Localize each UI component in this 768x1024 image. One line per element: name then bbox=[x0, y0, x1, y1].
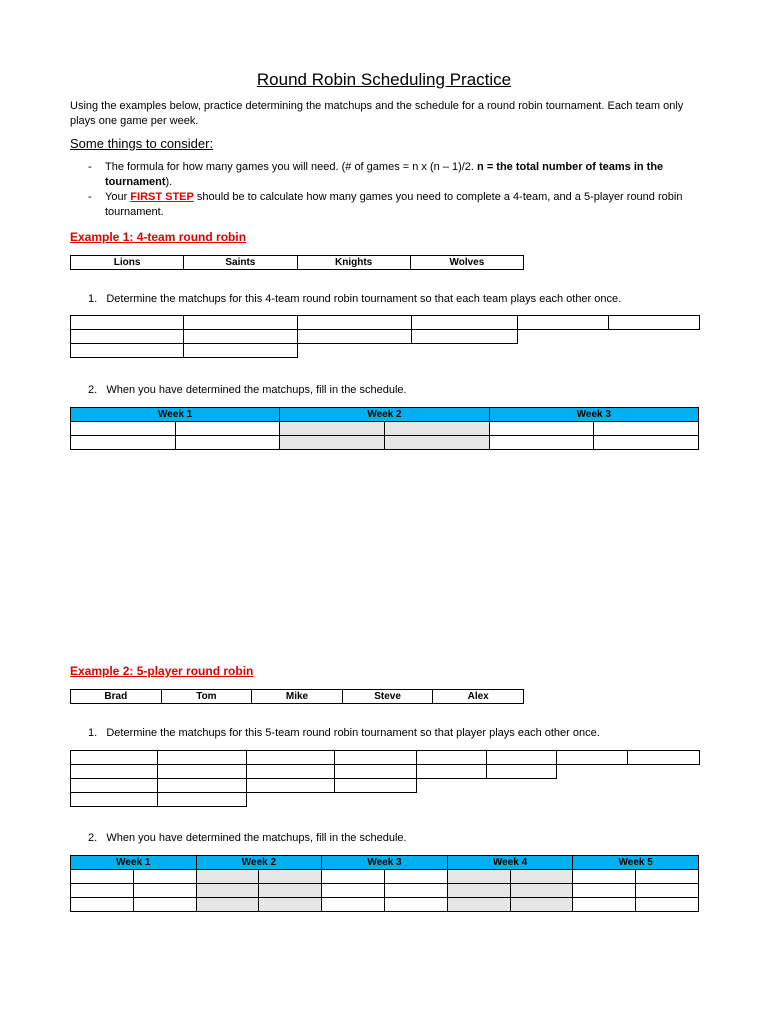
example2-step2: 2. When you have determined the matchups, fill in the schedule. bbox=[88, 832, 407, 844]
week-header: Week 1 bbox=[71, 856, 197, 870]
schedule-cell[interactable] bbox=[636, 884, 699, 898]
schedule-cell[interactable] bbox=[636, 870, 699, 884]
considerations-list bbox=[88, 160, 688, 220]
bullet-dash: - bbox=[88, 161, 92, 173]
matchup-cell[interactable] bbox=[71, 765, 158, 779]
schedule-cell[interactable] bbox=[384, 898, 447, 912]
schedule-cell[interactable] bbox=[489, 436, 594, 450]
schedule-cell[interactable] bbox=[71, 870, 134, 884]
schedule-cell[interactable] bbox=[196, 884, 259, 898]
bullet-dash: - bbox=[88, 191, 92, 203]
first-step-highlight: FIRST STEP bbox=[130, 191, 194, 203]
team-cell: Knights bbox=[297, 256, 410, 270]
team-cell: Saints bbox=[184, 256, 297, 270]
schedule-cell[interactable] bbox=[447, 884, 510, 898]
matchup-cell[interactable] bbox=[628, 751, 700, 765]
schedule-cell[interactable] bbox=[196, 898, 259, 912]
player-cell: Steve bbox=[342, 690, 433, 704]
bullet-first-step-post: should be to calculate how many games you need to complete a 4-team, and a 5-player round robin tournament. bbox=[105, 191, 683, 218]
schedule-cell[interactable] bbox=[447, 898, 510, 912]
matchup-cell[interactable] bbox=[184, 316, 298, 330]
matchup-cell[interactable] bbox=[247, 751, 335, 765]
matchup-cell[interactable] bbox=[298, 330, 412, 344]
matchup-cell[interactable] bbox=[609, 316, 700, 330]
matchup-cell[interactable] bbox=[71, 330, 184, 344]
matchup-cell[interactable] bbox=[487, 751, 557, 765]
schedule-cell[interactable] bbox=[133, 898, 196, 912]
schedule-cell[interactable] bbox=[175, 436, 280, 450]
matchup-cell[interactable] bbox=[184, 330, 298, 344]
example2-matchups-grid bbox=[70, 750, 700, 807]
schedule-cell[interactable] bbox=[573, 884, 636, 898]
bullet-formula bbox=[88, 160, 688, 190]
matchup-cell[interactable] bbox=[247, 765, 335, 779]
matchup-cell[interactable] bbox=[71, 793, 158, 807]
schedule-cell[interactable] bbox=[133, 884, 196, 898]
example2-schedule bbox=[70, 855, 699, 912]
matchup-cell[interactable] bbox=[71, 344, 184, 358]
player-cell: Brad bbox=[71, 690, 162, 704]
week-header: Week 3 bbox=[322, 856, 448, 870]
matchup-cell[interactable] bbox=[158, 779, 247, 793]
schedule-cell[interactable] bbox=[71, 884, 134, 898]
schedule-cell[interactable] bbox=[71, 422, 176, 436]
considerations-heading: Some things to consider: bbox=[70, 136, 214, 151]
schedule-cell[interactable] bbox=[510, 898, 573, 912]
schedule-cell[interactable] bbox=[489, 422, 594, 436]
example1-matchups-grid bbox=[70, 315, 700, 358]
matchup-cell[interactable] bbox=[417, 765, 487, 779]
bullet-formula-text: The formula for how many games you will need. (# of games = n x (n – 1)/2. bbox=[105, 161, 478, 173]
schedule-cell[interactable] bbox=[384, 870, 447, 884]
team-cell: Lions bbox=[71, 256, 184, 270]
example1-schedule bbox=[70, 407, 699, 450]
schedule-cell[interactable] bbox=[594, 436, 699, 450]
example2-title: Example 2: 5-player round robin bbox=[70, 664, 254, 678]
player-cell: Tom bbox=[161, 690, 252, 704]
bullet-first-step bbox=[88, 190, 688, 220]
schedule-cell[interactable] bbox=[259, 898, 322, 912]
player-cell: Mike bbox=[252, 690, 343, 704]
matchup-cell[interactable] bbox=[184, 344, 298, 358]
matchup-cell[interactable] bbox=[417, 751, 487, 765]
schedule-cell[interactable] bbox=[573, 898, 636, 912]
schedule-cell[interactable] bbox=[322, 898, 385, 912]
example2-players-table bbox=[70, 689, 524, 704]
schedule-cell[interactable] bbox=[196, 870, 259, 884]
matchup-cell[interactable] bbox=[412, 330, 518, 344]
schedule-cell[interactable] bbox=[573, 870, 636, 884]
matchup-cell[interactable] bbox=[335, 779, 417, 793]
schedule-cell[interactable] bbox=[280, 436, 385, 450]
schedule-cell[interactable] bbox=[259, 870, 322, 884]
matchup-cell[interactable] bbox=[71, 751, 158, 765]
example2-step1: 1. Determine the matchups for this 5-team round robin tournament so that player plays each other once. bbox=[88, 727, 600, 739]
bullet-first-step-pre: Your bbox=[105, 191, 131, 203]
schedule-cell[interactable] bbox=[322, 884, 385, 898]
schedule-cell[interactable] bbox=[71, 436, 176, 450]
week-header: Week 2 bbox=[280, 408, 489, 422]
matchup-cell[interactable] bbox=[487, 765, 557, 779]
example1-step2: 2. When you have determined the matchups, fill in the schedule. bbox=[88, 384, 407, 396]
week-header: Week 1 bbox=[71, 408, 280, 422]
matchup-cell[interactable] bbox=[518, 316, 609, 330]
schedule-cell[interactable] bbox=[384, 436, 489, 450]
matchup-cell[interactable] bbox=[298, 316, 412, 330]
schedule-cell[interactable] bbox=[510, 884, 573, 898]
example1-teams-table bbox=[70, 255, 524, 270]
schedule-cell[interactable] bbox=[384, 422, 489, 436]
schedule-cell[interactable] bbox=[384, 884, 447, 898]
bullet-formula-bold: n = the total number of teams in the tournament bbox=[105, 161, 664, 188]
matchup-cell[interactable] bbox=[247, 779, 335, 793]
example1-title: Example 1: 4-team round robin bbox=[70, 230, 247, 244]
bullet-formula-end: ). bbox=[165, 176, 173, 188]
schedule-cell[interactable] bbox=[447, 870, 510, 884]
schedule-cell[interactable] bbox=[594, 422, 699, 436]
matchup-cell[interactable] bbox=[71, 316, 184, 330]
example1-step1: 1. Determine the matchups for this 4-team round robin tournament so that each team plays each other once. bbox=[88, 293, 622, 305]
matchup-cell[interactable] bbox=[557, 751, 628, 765]
matchup-cell[interactable] bbox=[335, 751, 417, 765]
matchup-cell[interactable] bbox=[158, 751, 247, 765]
week-header: Week 2 bbox=[196, 856, 322, 870]
schedule-cell[interactable] bbox=[71, 898, 134, 912]
page-title: Round Robin Scheduling Practice bbox=[256, 70, 512, 89]
schedule-cell[interactable] bbox=[259, 884, 322, 898]
player-cell: Alex bbox=[433, 690, 524, 704]
team-cell: Wolves bbox=[410, 256, 523, 270]
matchup-cell[interactable] bbox=[158, 765, 247, 779]
week-header: Week 3 bbox=[489, 408, 698, 422]
schedule-cell[interactable] bbox=[510, 870, 573, 884]
schedule-cell[interactable] bbox=[322, 870, 385, 884]
matchup-cell[interactable] bbox=[158, 793, 247, 807]
matchup-cell[interactable] bbox=[335, 765, 417, 779]
matchup-cell[interactable] bbox=[412, 316, 518, 330]
schedule-cell[interactable] bbox=[175, 422, 280, 436]
schedule-cell[interactable] bbox=[133, 870, 196, 884]
week-header: Week 4 bbox=[447, 856, 573, 870]
matchup-cell[interactable] bbox=[71, 779, 158, 793]
schedule-cell[interactable] bbox=[636, 898, 699, 912]
week-header: Week 5 bbox=[573, 856, 699, 870]
schedule-cell[interactable] bbox=[280, 422, 385, 436]
intro-paragraph: Using the examples below, practice determining the matchups and the schedule for a round robin tournament. Each team only plays one game per week. bbox=[70, 100, 684, 127]
